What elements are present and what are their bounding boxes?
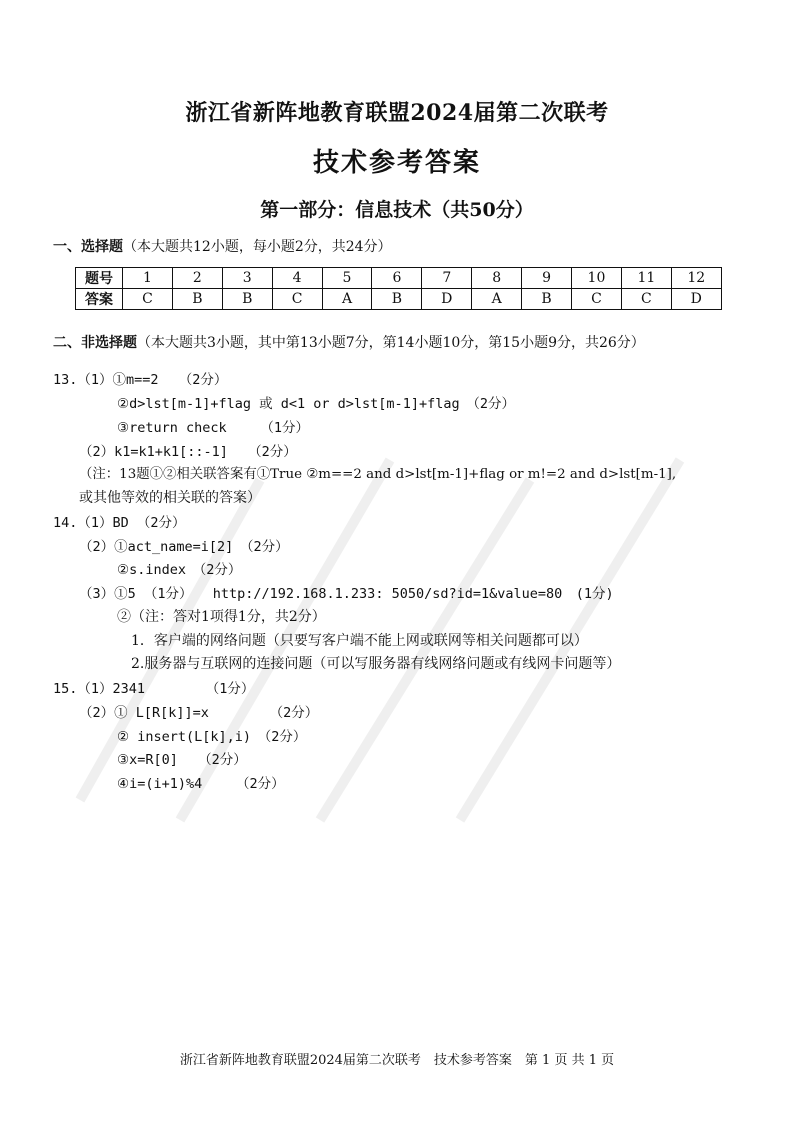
q13-note-2: 或其他等效的相关联的答案） xyxy=(79,490,261,506)
answer-cell: C xyxy=(572,289,622,310)
section2-note: （本大题共3小题，其中第13小题7分，第14小题10分，第15小题9分，共26分） xyxy=(137,335,645,351)
page-footer: 浙江省新阵地教育联盟2024届第二次联考 技术参考答案 第 1 页 共 1 页 xyxy=(179,1053,615,1068)
answer-cell: C xyxy=(272,289,322,310)
question-number: 3 xyxy=(222,268,272,289)
q13-line-4: （2）k1=k1+k1[::-1] （2分） xyxy=(79,444,297,460)
q13-line-1: 13.（1）①m==2 （2分） xyxy=(53,372,228,388)
q13-line-3: ③return check （1分） xyxy=(117,420,310,436)
section2-label: 二、非选择题 xyxy=(53,335,137,351)
document-title: 浙江省新阵地教育联盟2024届第二次联考 xyxy=(185,100,609,126)
answer-cell: A xyxy=(322,289,372,310)
q13-note-1: （注：13题①②相关联答案有①True ②m==2 and d>lst[m-1]+flag or m!=2 and d>lst[m-1], xyxy=(79,467,677,482)
question-row xyxy=(76,268,722,289)
question-number: 6 xyxy=(372,268,422,289)
answer-header: 答案 xyxy=(76,289,123,310)
q15-line-2: （2）① L[R[k]]=x （2分） xyxy=(79,705,319,721)
question-number: 8 xyxy=(472,268,522,289)
q15-line-4: ③x=R[0] （2分） xyxy=(117,752,247,768)
part-heading: 第一部分：信息技术（共50分） xyxy=(260,199,534,221)
answer-cell: A xyxy=(472,289,522,310)
q15-line-5: ④i=(i+1)%4 （2分） xyxy=(117,776,285,792)
section1-heading xyxy=(53,236,392,256)
answer-cell: D xyxy=(671,289,721,310)
section1-note: （本大题共12小题，每小题2分，共24分） xyxy=(123,239,392,255)
question-number: 9 xyxy=(522,268,572,289)
answer-cell: C xyxy=(123,289,173,310)
question-number: 10 xyxy=(572,268,622,289)
answer-cell: B xyxy=(172,289,222,310)
question-number: 2 xyxy=(172,268,222,289)
question-number: 11 xyxy=(621,268,671,289)
answer-cell: D xyxy=(422,289,472,310)
answer-cell: B xyxy=(522,289,572,310)
q14-line-2: （2）①act_name=i[2] （2分） xyxy=(79,539,289,555)
section1-label: 一、选择题 xyxy=(53,239,123,255)
question-number: 4 xyxy=(272,268,322,289)
q14-line-4: （3）①5 （1分） http://192.168.1.233: 5050/sd?id=1&value=80 (1分) xyxy=(79,586,614,602)
section2-heading xyxy=(53,332,645,352)
question-header: 题号 xyxy=(76,268,123,289)
question-number: 5 xyxy=(322,268,372,289)
document-subtitle: 技术参考答案 xyxy=(312,148,481,178)
q13-line-2: ②d>lst[m-1]+flag 或 d<1 or d>lst[m-1]+flag （2分） xyxy=(117,396,515,412)
q14-line-3: ②s.index （2分） xyxy=(117,562,242,578)
q15-line-1: 15.（1）2341 （1分） xyxy=(53,681,255,697)
answer-cell: B xyxy=(222,289,272,310)
q14-line-7: 2.服务器与互联网的连接问题（可以写服务器有线网络问题或有线网卡问题等） xyxy=(131,656,621,672)
q14-line-1: 14.（1）BD （2分） xyxy=(53,515,186,531)
answer-row xyxy=(76,289,722,310)
q15-line-3: ② insert(L[k],i) （2分） xyxy=(117,729,307,745)
question-number: 12 xyxy=(671,268,721,289)
question-number: 7 xyxy=(422,268,472,289)
q14-line-5: ②（注：答对1项得1分，共2分） xyxy=(117,609,326,625)
answer-table xyxy=(75,267,722,310)
answer-cell: C xyxy=(621,289,671,310)
answer-cell: B xyxy=(372,289,422,310)
q14-line-6: 1．客户端的网络问题（只要写客户端不能上网或联网等相关问题都可以） xyxy=(131,633,588,649)
question-number: 1 xyxy=(123,268,173,289)
